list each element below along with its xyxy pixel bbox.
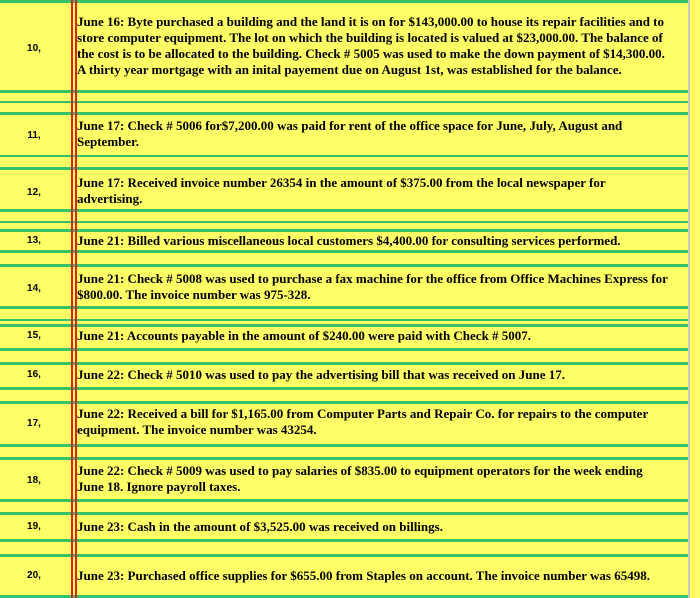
rule-line — [0, 221, 690, 223]
entry-number: 18, — [27, 475, 41, 486]
entry-text — [77, 14, 685, 78]
entry-line: store computer equipment. The lot on which the building is located is valued at $23,000.00. The balance of — [77, 30, 663, 45]
rule-line — [0, 348, 690, 351]
rule-line — [0, 387, 690, 390]
entry-line: June 22: Check # 5009 was used to pay salaries of $835.00 to equipment operators for the week ending — [77, 463, 643, 478]
entry-line: June 23: Purchased office supplies for $655.00 from Staples on account. The invoice number was 65498. — [77, 568, 650, 583]
entry-text — [77, 175, 685, 207]
entry-number: 15, — [27, 330, 41, 341]
entry-text — [77, 463, 685, 495]
entry-text — [77, 568, 685, 584]
rule-line — [0, 324, 690, 327]
page-edge — [688, 0, 690, 598]
rule-line — [0, 155, 690, 157]
rule-line — [0, 457, 690, 460]
entry-line: June 17: Check # 5006 for$7,200.00 was paid for rent of the office space for June, July, August and — [77, 118, 623, 133]
rule-line — [0, 539, 690, 542]
entry-text — [77, 118, 685, 150]
rule-line — [0, 499, 690, 502]
rule-line — [0, 167, 690, 170]
entry-line: September. — [77, 134, 139, 149]
rule-line — [0, 444, 690, 447]
rule-line — [0, 319, 690, 321]
entry-number: 14, — [27, 283, 41, 294]
entry-number: 20, — [27, 570, 41, 581]
rule-line — [0, 401, 690, 404]
entry-line: June 22: Received a bill for $1,165.00 from Computer Parts and Repair Co. for repairs to the computer — [77, 406, 649, 421]
entry-line: June 23: Cash in the amount of $3,525.00 was received on billings. — [77, 519, 443, 534]
entry-number: 13, — [27, 235, 41, 246]
rule-line — [0, 112, 690, 115]
entry-text — [77, 328, 685, 344]
rule-line — [0, 229, 690, 232]
entry-line: June 21: Check # 5008 was used to purchase a fax machine for the office from Office Machines Express for — [77, 271, 668, 286]
margin-line — [71, 0, 73, 598]
entry-text — [77, 406, 685, 438]
entry-line: equipment. The invoice number was 43254. — [77, 422, 317, 437]
entry-number: 12, — [27, 187, 41, 198]
entry-number: 17, — [27, 418, 41, 429]
entry-number: 10, — [27, 43, 41, 54]
rule-line — [0, 0, 690, 3]
rule-line — [0, 250, 690, 253]
entry-line: June 17: Received invoice number 26354 in the amount of $375.00 from the local newspaper for — [77, 175, 606, 190]
entry-text — [77, 519, 685, 535]
entry-line: $800.00. The invoice number was 975-328. — [77, 287, 311, 302]
entry-line: June 22: Check # 5010 was used to pay the advertising bill that was received on June 17. — [77, 367, 566, 382]
entry-line: June 21: Accounts payable in the amount of $240.00 were paid with Check # 5007. — [77, 328, 532, 343]
entry-text — [77, 271, 685, 303]
entry-line: A thirty year mortgage with an inital payement due on August 1st, was established for the balance. — [77, 62, 622, 77]
entry-line: the cost is to be allocated to the building. Check # 5005 was used to make the down payment of $14,300.00. — [77, 46, 665, 61]
entry-line: June 18. Ignore payroll taxes. — [77, 479, 241, 494]
rule-line — [0, 512, 690, 515]
entry-number: 16, — [27, 369, 41, 380]
rule-line — [0, 306, 690, 309]
entry-text — [77, 367, 685, 383]
entry-line: advertising. — [77, 191, 143, 206]
rule-line — [0, 554, 690, 557]
rule-line — [0, 362, 690, 365]
entry-line: June 16: Byte purchased a building and the land it is on for $143,000.00 to house its repair facilities and to — [77, 14, 664, 29]
entry-text — [77, 233, 685, 249]
rule-line — [0, 264, 690, 267]
rule-line — [0, 209, 690, 212]
rule-line — [0, 101, 690, 103]
entry-line: June 21: Billed various miscellaneous local customers $4,400.00 for consulting services performed. — [77, 233, 621, 248]
rule-line — [0, 90, 690, 93]
entry-number: 11, — [27, 130, 41, 141]
entry-number: 19, — [27, 521, 41, 532]
